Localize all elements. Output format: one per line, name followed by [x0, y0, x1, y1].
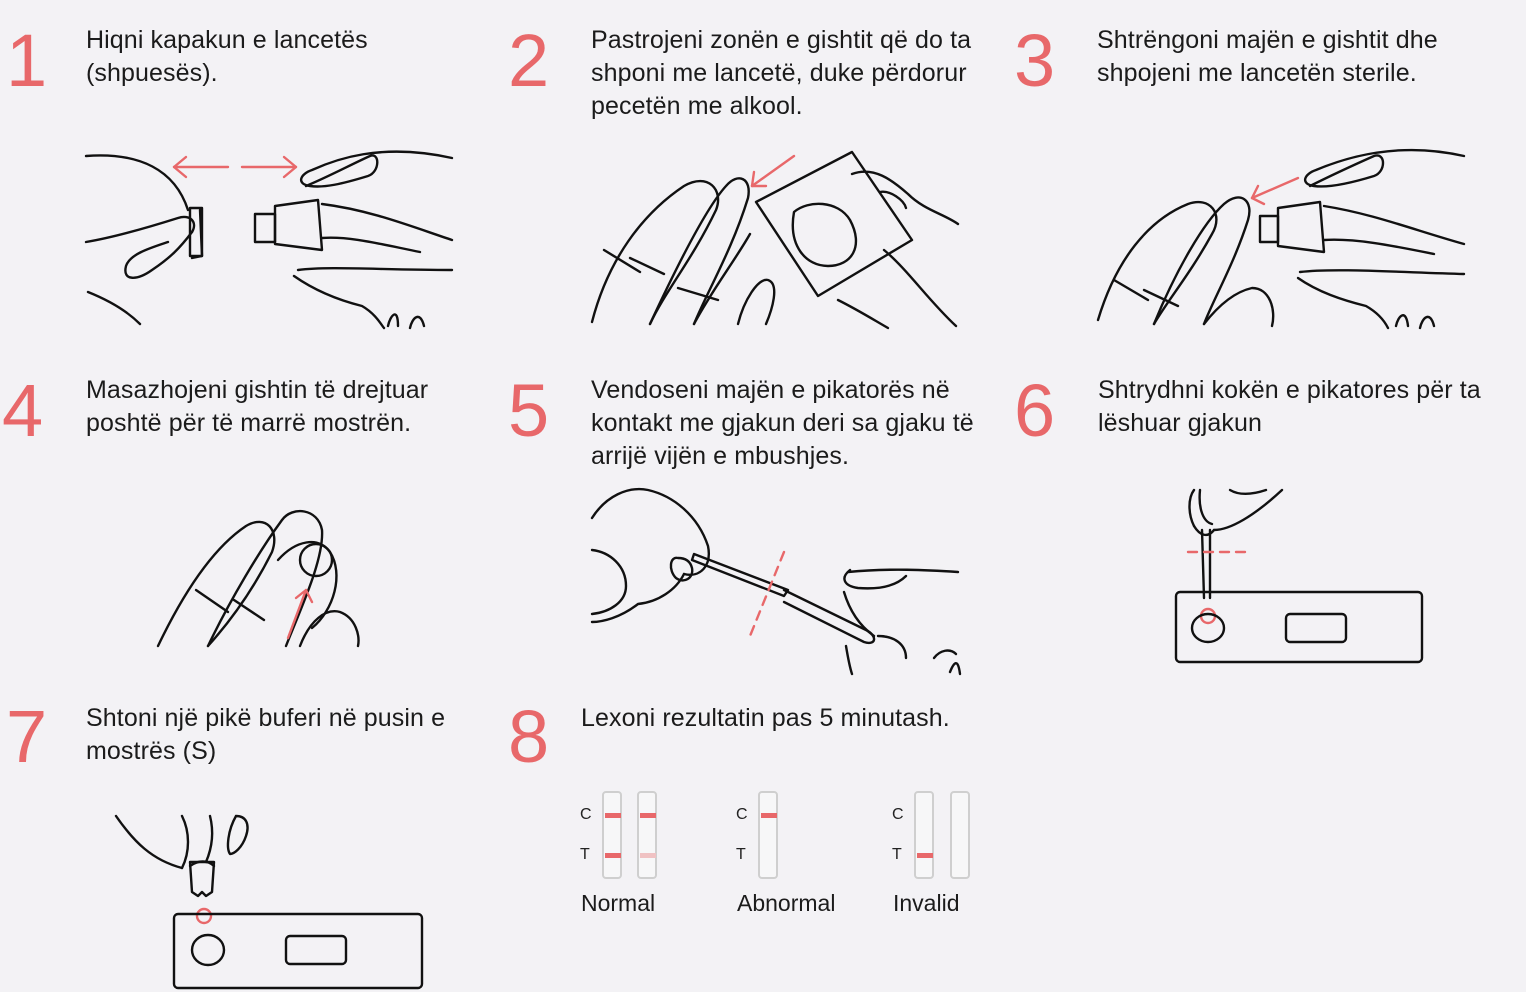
label-t: T [892, 846, 902, 863]
step-1-number: 1 [6, 19, 48, 102]
result-normal-label: Normal [581, 890, 656, 916]
abnormal-strip [758, 791, 778, 879]
normal-strip-1 [602, 791, 622, 879]
band-c [605, 813, 621, 818]
label-t: T [580, 846, 590, 863]
step-1-illustration [80, 130, 460, 330]
step-6-text: Shtrydhni kokën e pikatores për ta lëshuar gjakun [1098, 376, 1481, 437]
step-4-number: 4 [2, 369, 44, 452]
test-cassette [1176, 592, 1422, 662]
result-invalid-label: Invalid [893, 890, 960, 916]
step-3-text: Shtrëngoni majën e gishtit dhe shpojeni me lancetën sterile. [1097, 26, 1438, 87]
band-t [605, 853, 621, 858]
band-c [761, 813, 777, 818]
step-5-illustration [588, 486, 968, 676]
step-5-number: 5 [508, 369, 550, 452]
buffer-drop-icon [197, 909, 211, 923]
result-abnormal-label: Abnormal [737, 890, 836, 916]
invalid-strip-1 [914, 791, 934, 879]
label-c: C [892, 806, 904, 823]
blood-drop-icon [1201, 609, 1215, 623]
step-2-number: 2 [508, 19, 550, 102]
invalid-strip-2 [950, 791, 970, 879]
arrow-left-icon [1252, 178, 1298, 198]
step-3-illustration [1094, 130, 1474, 330]
band-t [917, 853, 933, 858]
band-c [640, 813, 656, 818]
step-4-illustration [150, 500, 370, 650]
step-7-number: 7 [6, 695, 48, 778]
step-5-text: Vendoseni majën e pikatorës në kontakt me gjakun deri sa gjaku të arrijë vijën e mbushjes. [591, 376, 974, 470]
step-7-illustration [110, 812, 430, 992]
step-3-number: 3 [1014, 19, 1056, 102]
step-7-text: Shtoni një pikë buferi në pusin e mostrës (S) [86, 704, 446, 765]
step-8-text: Lexoni rezultatin pas 5 minutash. [581, 704, 950, 732]
band-t-faint [640, 853, 656, 858]
step-6-illustration [1170, 486, 1430, 671]
test-cassette [174, 914, 422, 988]
label-c: C [580, 806, 592, 823]
arrow-down-left-icon [752, 156, 794, 186]
step-2-illustration [588, 150, 968, 330]
step-8-number: 8 [508, 695, 550, 778]
step-2-text: Pastrojeni zonën e gishtit që do ta shponi me lancetë, duke përdorur pecetën me alkool. [591, 26, 972, 120]
step-6-number: 6 [1014, 369, 1056, 452]
normal-strip-2 [637, 791, 657, 879]
step-4-text: Masazhojeni gishtin të drejtuar poshtë për të marrë mostrën. [86, 376, 429, 437]
label-t: T [736, 846, 746, 863]
step-1-text: Hiqni kapakun e lancetës (shpuesës). [86, 26, 368, 87]
label-c: C [736, 806, 748, 823]
